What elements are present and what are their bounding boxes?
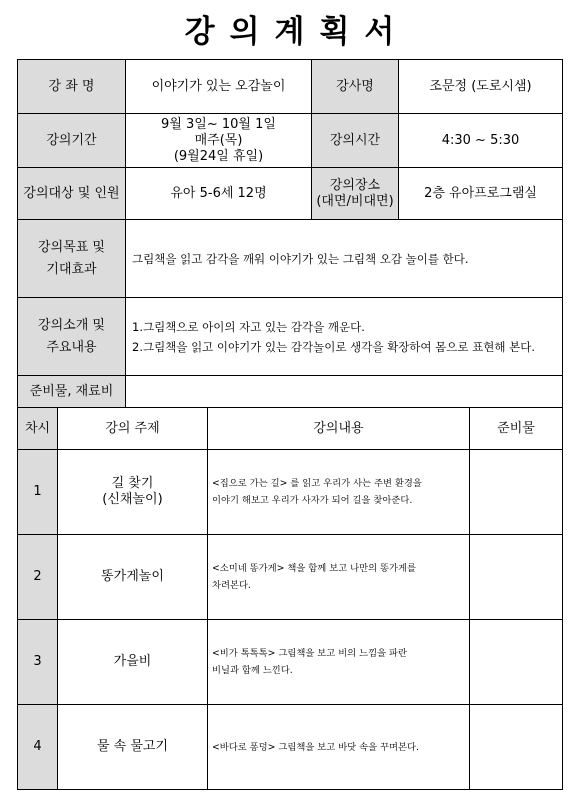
session-prep [470, 620, 563, 705]
instructor-label: 강사명 [312, 60, 399, 114]
place-label-line1: 강의장소 [329, 177, 381, 193]
session-prep [470, 705, 563, 790]
session-content-line2: 이야기 해보고 우리가 사자가 되어 길을 찾아준다. [212, 495, 413, 506]
session-number: 1 [18, 450, 58, 535]
period-weekday: 매주(목) [194, 132, 243, 148]
place-value: 2층 유아프로그램실 [399, 168, 563, 220]
intro-value [126, 298, 563, 376]
session-content-line2: 차려본다. [212, 580, 251, 591]
goal-value: 그림책을 읽고 감각을 깨워 이야기가 있는 그림책 오감 놀이를 한다. [126, 220, 563, 298]
session-topic-line1: 물 속 물고기 [96, 739, 169, 754]
info-row-course-name [18, 60, 563, 114]
session-topic-line1: 길 찾기 [111, 476, 154, 491]
info-row-target [18, 168, 563, 220]
info-row-period [18, 114, 563, 168]
session-content [208, 620, 470, 705]
page-title: 강의계획서 [184, 14, 410, 50]
info-row-intro [18, 298, 563, 376]
header-session: 차시 [18, 408, 58, 450]
table-row [18, 705, 563, 790]
session-content-line1: <바다로 퐁덩> 그림책을 보고 바닷 속을 꾸며본다. [212, 741, 419, 753]
info-row-materials [18, 376, 563, 408]
session-prep [470, 535, 563, 620]
course-info-table [17, 59, 563, 408]
header-topic: 강의 주제 [58, 408, 208, 450]
session-content-line1: <소미네 똥가게> 책을 함께 보고 나만의 똥가게를 [212, 563, 416, 574]
period-label: 강의기간 [18, 114, 126, 168]
session-content [208, 450, 470, 535]
goal-label-line2: 기대효과 [46, 261, 97, 277]
intro-label-line1: 강의소개 및 [38, 317, 105, 333]
session-topic-line1: 똥가게놀이 [101, 569, 164, 584]
intro-item-1: 1.그림책으로 아이의 자고 있는 감각을 깨운다. [132, 319, 365, 334]
session-content [208, 705, 470, 790]
place-label-line2: (대면/비대면) [316, 193, 394, 209]
table-row [18, 450, 563, 535]
course-name-label: 강 좌 명 [18, 60, 126, 114]
place-label [312, 168, 399, 220]
instructor-value: 조문정 (도로시샘) [399, 60, 563, 114]
course-name-value: 이야기가 있는 오감놀이 [126, 60, 312, 114]
period-value [126, 114, 312, 168]
schedule-table [17, 407, 563, 790]
time-label: 강의시간 [312, 114, 399, 168]
intro-label [18, 298, 126, 376]
period-dates: 9월 3일~ 10월 1일 [161, 116, 276, 132]
session-number: 2 [18, 535, 58, 620]
table-row [18, 620, 563, 705]
session-topic-line2: (신채놀이) [102, 492, 163, 507]
intro-label-line2: 주요내용 [46, 339, 97, 355]
session-content-line2: 비닐과 함께 느낀다. [212, 665, 293, 676]
session-content [208, 535, 470, 620]
period-holiday: (9월24일 휴일) [173, 148, 264, 164]
session-content-line1: <집으로 가는 길> 를 읽고 우리가 사는 주변 환경을 [212, 478, 422, 489]
info-row-goal [18, 220, 563, 298]
materials-label: 준비물, 재료비 [18, 376, 126, 408]
session-topic [58, 450, 208, 535]
goal-label-line1: 강의목표 및 [38, 239, 105, 255]
intro-item-2: 2.그림책을 읽고 이야기가 있는 감각놀이로 생각을 확장하여 몸으로 표현해 본다. [132, 339, 536, 354]
target-label: 강의대상 및 인원 [18, 168, 126, 220]
session-prep [470, 450, 563, 535]
session-topic [58, 705, 208, 790]
session-content-line1: <비가 톡톡톡> 그림책을 보고 비의 느낌을 파란 [212, 648, 407, 659]
session-topic-line1: 가을비 [113, 654, 152, 669]
target-value: 유아 5-6세 12명 [126, 168, 312, 220]
goal-label [18, 220, 126, 298]
session-number: 3 [18, 620, 58, 705]
schedule-header-row [18, 408, 563, 450]
header-prep: 준비물 [470, 408, 563, 450]
header-content: 강의내용 [208, 408, 470, 450]
session-number: 4 [18, 705, 58, 790]
session-topic [58, 620, 208, 705]
materials-value [126, 376, 563, 408]
time-value: 4:30 ~ 5:30 [399, 114, 563, 168]
session-topic [58, 535, 208, 620]
table-row [18, 535, 563, 620]
